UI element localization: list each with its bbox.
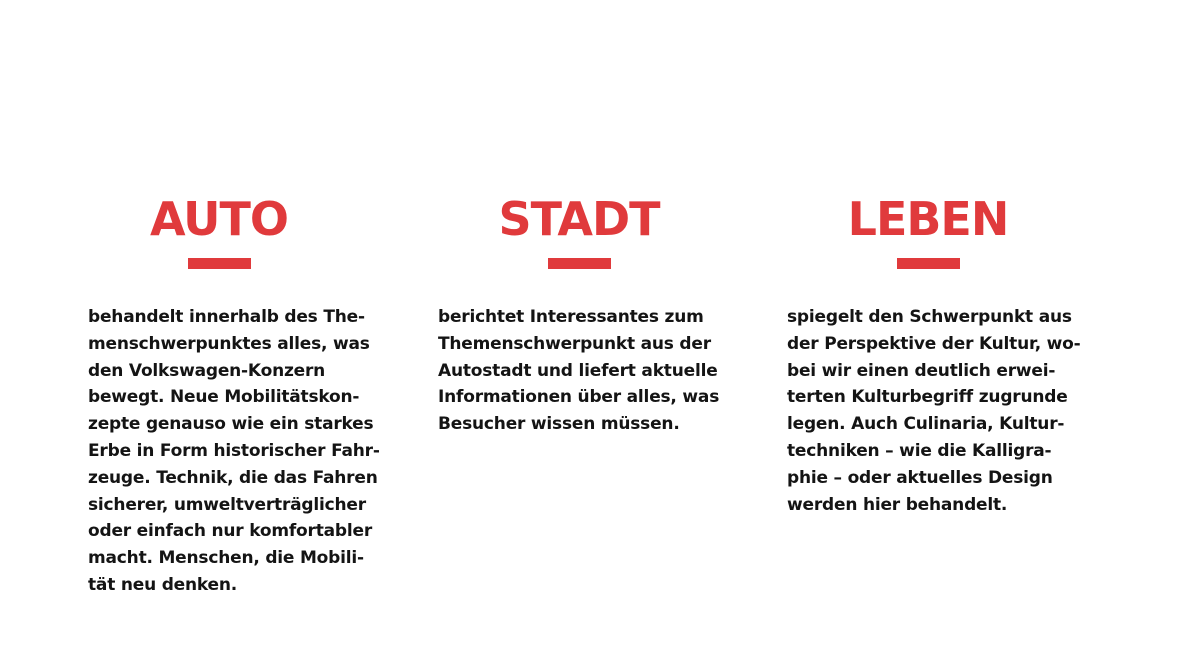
column-title-leben: LEBEN: [847, 192, 1009, 246]
column-title-stadt: STADT: [498, 192, 660, 246]
title-underline: [548, 258, 611, 269]
column-text-stadt: berichtet Interessantes zum Themenschwerpunkt aus der Autostadt und liefert aktuelle Informationen über alles, was Besucher wissen müssen.: [438, 307, 720, 435]
title-underline: [188, 258, 251, 269]
heading-block: [798, 190, 1058, 269]
title-underline: [897, 258, 960, 269]
column-title-auto: AUTO: [149, 192, 289, 246]
heading-block: [449, 190, 709, 269]
heading-block: [89, 190, 349, 269]
column-text-leben: spiegelt den Schwerpunkt aus der Perspektive der Kultur, wo- bei wir einen deutlich erwei- terten Kulturbegriff zugrunde legen. Auch Culinaria, Kultur- techniken – wie die Kalligra- phie – oder aktuelles Design werden hier behandelt.: [787, 307, 1081, 515]
column-text-auto: behandelt innerhalb des The- menschwerpunktes alles, was den Volkswagen-Konzern bewegt. Neue Mobilitätskon- zepte genauso wie ein starkes Erbe in Form historischer Fahr- zeuge. Technik, die das Fahren sicherer, umweltverträglicher oder einfach nur komfortabler macht. Menschen, die Mobili- tät neu denken.: [88, 307, 380, 595]
